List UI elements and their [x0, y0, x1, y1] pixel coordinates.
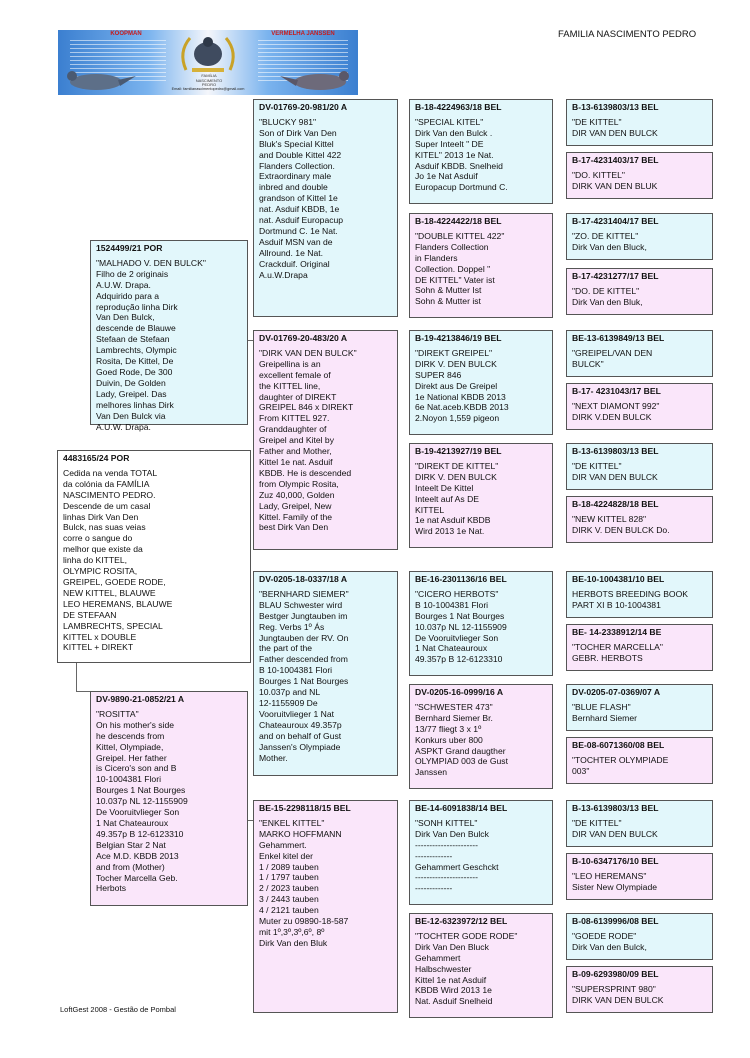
footer-text: LoftGest 2008 - Gestão de Pombal: [60, 1005, 176, 1014]
pigeon-description: Bernhard Siemer: [572, 712, 637, 723]
pigeon-description: Son of Dirk Van Den Bluk's Special Kittel and Double Kittel 422 Flanders Collection. Extraordinary male inbred and double grandson of Kittel 1e nat. Asduif KBDB, 1e nat. Asduif Europacup Dortmund C. 1e Nat. Asduif MSN van de Allround. 1e Nat. Crackduif. Original A.u.W.Drapa: [259, 127, 344, 280]
ring-number: B-13-6139803/13 BEL: [572, 102, 659, 112]
pedigree-gen3-box: [409, 800, 553, 905]
connector-line: [76, 663, 77, 691]
pigeon-description: Cedida na venda TOTAL da colónia da FAMÍLIA NASCIMENTO PEDRO. Descende de um casal linhas Dirk Van Den Bulck, nas suas veias corre o sangue do melhor que existe da linha do KITTEL, OLYMPIC ROSITA, GREIPEL, GOEDE RODE, NEW KITTEL, BLAUWE LEO HEREMANS, BLAUWE DE STEFAAN LAMBRECHTS, SPECIAL KITTEL x DOUBLE KITTEL + DIREKT: [63, 467, 173, 653]
pedigree-gen4-box: [566, 99, 713, 146]
pigeon-description: Filho de 2 originais A.U.W. Drapa. Adquirido para a reprodução linha Dirk Van Den Bulck, descende de Blauwe Stefaan de Stefaan Lambrechts, Olympic Rosita, De Kittel, De Goed Rode, De 300 Duivin, De Golden Lady, Greipel. Das melhores linhas Dirk Van Den Bulck via A.U.W. Drapa.: [96, 268, 178, 432]
pigeon-name: "GREIPEL/VAN DEN BULCK": [572, 347, 653, 369]
pigeon-description: Dirk Van Den Bluck Gehammert Halbschwester Kittel 1e nat Asduif KBDB Wird 2013 1e Nat. Asduif Snelheid: [415, 941, 493, 1007]
pedigree-gen4-box: [566, 571, 713, 618]
ring-number: BE-10-1004381/10 BEL: [572, 574, 665, 584]
ring-number: BE-15-2298118/15 BEL: [259, 803, 351, 813]
pigeon-name: "BLUCKY 981": [259, 116, 317, 127]
pigeon-name: "LEO HEREMANS": [572, 870, 647, 881]
pedigree-gen4-box: [566, 684, 713, 731]
pedigree-subject-box: [57, 450, 251, 663]
pigeon-name: "NEXT DIAMONT 992": [572, 400, 660, 411]
pigeon-description: DIR VAN DEN BULCK: [572, 127, 658, 138]
ring-number: B-10-6347176/10 BEL: [572, 856, 659, 866]
ring-number: DV-0205-18-0337/18 A: [259, 574, 348, 584]
pigeon-name: "TOCHER MARCELLA": [572, 641, 663, 652]
pigeon-description: DIRK V. DEN BULCK Inteelt De Kittel Inteelt auf As DE KITTEL 1e nat Asduif KBDB Wird 2013 1e Nat.: [415, 471, 497, 537]
pedigree-gen4-box: [566, 443, 713, 490]
ring-number: B-19-4213927/19 BEL: [415, 446, 502, 456]
ring-number: BE-08-6071360/08 BEL: [572, 740, 665, 750]
pigeon-description: Flanders Collection in Flanders Collection. Doppel " DE KITTEL" Vater ist Sohn & Mutter Ist Sohn & Mutter ist: [415, 241, 495, 307]
ring-number: B-08-6139996/08 BEL: [572, 916, 659, 926]
pigeon-description: Dirk Van den Bluk,: [572, 296, 643, 307]
pedigree-gen3-box: [409, 330, 553, 435]
pedigree-gen4-box: [566, 737, 713, 784]
pedigree-gen4-box: [566, 853, 713, 900]
logo-center-text: FAMÍLIA NASCIMENTO PEDRO: [195, 73, 223, 87]
pigeon-icon: [67, 71, 136, 90]
ring-number: B-17-4231404/17 BEL: [572, 216, 659, 226]
pigeon-description: MARKO HOFFMANN Gehammert. Enkel kitel der 1 / 2089 tauben 1 / 1797 tauben 2 / 2023 tauben 3 / 2443 tauben 4 / 2121 tauben Muter zu 09890-18-587 mit 1º,3º,3º,6º, 8º Dirk Van den Bluk: [259, 828, 349, 948]
pigeon-name: "DIRK VAN DEN BULCK": [259, 347, 357, 358]
logo-right-title: VERMELHA JANSSEN: [271, 31, 335, 37]
pigeon-name: "ROSITTA": [96, 708, 139, 719]
pigeon-name: "SONH KITTEL": [415, 817, 478, 828]
pedigree-gen3-box: [409, 571, 553, 676]
ring-number: 1524499/21 POR: [96, 243, 163, 253]
pigeon-name: "BLUE FLASH": [572, 701, 631, 712]
pigeon-name: "ZO. DE KITTEL": [572, 230, 639, 241]
ring-number: BE-14-6091838/14 BEL: [415, 803, 508, 813]
connector-line: [76, 691, 90, 692]
ring-number: B-18-4224963/18 BEL: [415, 102, 502, 112]
pigeon-name: "DE KITTEL": [572, 817, 622, 828]
pigeon-name: "MALHADO V. DEN BULCK": [96, 257, 206, 268]
pigeon-description: BLAU Schwester wird Bestger Jungtauben im Reg. Verbs 1º Ás Jungtauben der RV. On the part of the Father descended from B 10-1004381 Flori Bourges 1 Nat Bourges 10.037p and NL 12-1155909 De Vooruitvlieger 1 Nat Chateauroux 49.357p and on behalf of Gust Janssen's Olympiade Mother.: [259, 599, 349, 763]
ring-number: 4483165/24 POR: [63, 453, 130, 463]
pigeon-name: HERBOTS BREEDING BOOK PART XI B 10-1004381: [572, 588, 689, 610]
pedigree-gen3-box: [409, 913, 553, 1018]
pedigree-gen3-box: [409, 213, 553, 318]
pigeon-description: DIRK V. DEN BULCK Do.: [572, 524, 670, 535]
pigeon-name: "CICERO HERBOTS": [415, 588, 499, 599]
ring-number: DV-9890-21-0852/21 A: [96, 694, 185, 704]
pigeon-name: "DO. KITTEL": [572, 169, 625, 180]
pigeon-description: Dirk Van den Bulck,: [572, 941, 647, 952]
ring-number: BE-12-6323972/12 BEL: [415, 916, 508, 926]
pigeon-name: "TOCHTER GODE RODE": [415, 930, 518, 941]
pigeon-name: "TOCHTER OLYMPIADE 003": [572, 754, 669, 776]
pigeon-description: DIRK V. DEN BULCK SUPER 846 Direkt aus De Greipel 1e National KBDB 2013 6e Nat.aceb.KBDB 2013 2.Noyon 1,559 pigeon: [415, 358, 509, 424]
pedigree-gen2-box: [253, 99, 398, 317]
ring-number: B-17-4231277/17 BEL: [572, 271, 659, 281]
pigeon-name: "DOUBLE KITTEL 422": [415, 230, 505, 241]
pigeon-name: "SUPERSPRINT 980": [572, 983, 656, 994]
ring-number: B-13-6139803/13 BEL: [572, 803, 659, 813]
pigeon-name: "NEW KITTEL 828": [572, 513, 647, 524]
pigeon-description: Sister New Olympiade: [572, 881, 658, 892]
pedigree-gen2-box: [253, 800, 398, 1013]
ring-number: DV-0205-16-0999/16 A: [415, 687, 504, 697]
ring-number: B-13-6139803/13 BEL: [572, 446, 659, 456]
pigeon-name: "DIREKT DE KITTEL": [415, 460, 499, 471]
pigeon-description: DIRK V.DEN BULCK: [572, 411, 652, 422]
ring-number: B-17- 4231043/17 BEL: [572, 386, 661, 396]
pigeon-description: B 10-1004381 Flori Bourges 1 Nat Bourges 10.037p NL 12-1155909 De Vooruitvlieger Son 1 Nat Chateauroux 49.357p B 12-6123310: [415, 599, 507, 665]
page-header-title: FAMILIA NASCIMENTO PEDRO: [558, 29, 697, 40]
ring-number: B-18-4224828/18 BEL: [572, 499, 659, 509]
ring-number: BE-13-6139849/13 BEL: [572, 333, 665, 343]
pigeon-name: "SPECIAL KITEL": [415, 116, 484, 127]
pigeon-name: "DE KITTEL": [572, 116, 622, 127]
pigeon-name: "ENKEL KITTEL": [259, 817, 325, 828]
ring-number: B-19-4213846/19 BEL: [415, 333, 502, 343]
pedigree-gen4-box: [566, 913, 713, 960]
pigeon-description: On his mother's side he descends from Kittel, Olympiade, Greipel. Her father is Cicero's son and B 10-1004381 Flori Bourges 1 Nat Bourges 10.037p NL 12-1155909 De Vooruitvlieger Son 1 Nat Chateauroux 49.357p B 12-6123310 Belgian Star 2 Nat Ace M.D. KBDB 2013 and from (Mother) Tocher Marcella Geb. Herbots: [96, 719, 188, 894]
pedigree-gen2-box: [253, 330, 398, 550]
pigeon-description: GEBR. HERBOTS: [572, 652, 643, 663]
pigeon-description: Greipellina is an excellent female of the KITTEL line, daughter of DIREKT GREIPEL 846 x DIREKT From KITTEL 927. Granddaughter of Greipel and Kitel by Father and Mother, Kittel 1e nat. Asduif KBDB. He is descended from Olympic Rosita, Zuz 40,000, Golden Lady, Greipel, New Kittel. Family of the best Dirk Van Den: [259, 358, 354, 533]
pedigree-gen4-box: [566, 966, 713, 1013]
ring-number: B-17-4231403/17 BEL: [572, 155, 659, 165]
pigeon-description: Dirk Van den Bluck,: [572, 241, 647, 252]
pigeon-description: DIRK VAN DEN BLUK: [572, 180, 658, 191]
pedigree-gen3-box: [409, 99, 553, 204]
pigeon-name: "DIREKT GREIPEL": [415, 347, 493, 358]
pedigree-gen4-box: [566, 383, 713, 430]
ring-number: DV-0205-07-0369/07 A: [572, 687, 661, 697]
pedigree-gen4-box: [566, 330, 713, 377]
pedigree-gen2-box: [253, 571, 398, 776]
pedigree-sire-box: [90, 240, 248, 432]
loft-logo-banner: [58, 30, 358, 95]
pigeon-description: Dirk Van Den Bulck ---------------------- ------------- Gehammert Geschckt ---------------------- -------------: [415, 828, 499, 894]
pedigree-gen4-box: [566, 152, 713, 199]
ring-number: BE-16-2301136/16 BEL: [415, 574, 507, 584]
ring-number: DV-01769-20-981/20 A: [259, 102, 348, 112]
pigeon-description: DIRK VAN DEN BULCK: [572, 994, 664, 1005]
pigeon-name: "BERNHARD SIEMER": [259, 588, 349, 599]
pigeon-name: "DE KITTEL": [572, 460, 622, 471]
pedigree-gen4-box: [566, 496, 713, 543]
logo-email: Email: familianascimentopedro@gmail.com: [171, 87, 245, 91]
pigeon-icon: [280, 71, 349, 90]
pedigree-gen4-box: [566, 624, 713, 671]
pigeon-name: "SCHWESTER 473": [415, 701, 493, 712]
pigeon-description: DIR VAN DEN BULCK: [572, 828, 658, 839]
pigeon-description: DIR VAN DEN BULCK: [572, 471, 658, 482]
pedigree-gen3-box: [409, 684, 553, 789]
pigeon-description: Bernhard Siemer Br. 13/77 fliegt 3 x 1º Konkurs uber 800 ASPKT Grand daugther OLYMPIAD 003 de Gust Janssen: [415, 712, 508, 778]
ring-number: DV-01769-20-483/20 A: [259, 333, 348, 343]
laurel-icon: [183, 37, 233, 72]
logo-left-title: KOOPMAN: [110, 31, 142, 37]
pigeon-name: "DO. DE KITTEL": [572, 285, 640, 296]
pedigree-gen4-box: [566, 800, 713, 847]
pedigree-dam-box: [90, 691, 248, 906]
pigeon-description: Dirk Van den Bulck . Super Inteelt " DE KITEL" 2013 1e Nat. Asduif KBDB. Snelheid Jo 1e Nat Asduif Europacup Dortmund C.: [415, 127, 508, 193]
pedigree-gen4-box: [566, 268, 713, 315]
ring-number: B-18-4224422/18 BEL: [415, 216, 502, 226]
pedigree-gen4-box: [566, 213, 713, 260]
pigeon-name: "GOEDE RODE": [572, 930, 637, 941]
ring-number: B-09-6293980/09 BEL: [572, 969, 659, 979]
ring-number: BE- 14-2338912/14 BE: [572, 627, 662, 637]
pedigree-gen3-box: [409, 443, 553, 548]
